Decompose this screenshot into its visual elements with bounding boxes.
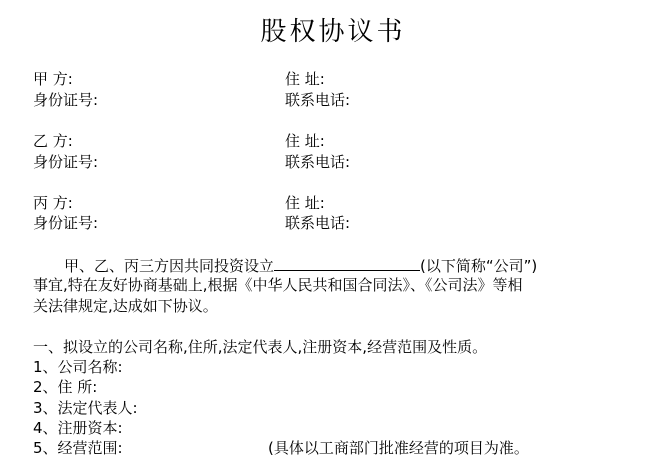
party-c-id-label: 身份证号: bbox=[33, 214, 99, 232]
section-1-item-scope: 5、经营范围: bbox=[33, 439, 123, 457]
party-a-label: 甲 方: bbox=[33, 70, 73, 88]
intro-line-2: 事宜,特在友好协商基础上,根据《中华人民共和国合同法》、《公司法》等相 bbox=[33, 276, 523, 294]
section-1-item-legal-rep: 3、法定代表人: bbox=[33, 399, 138, 417]
intro-line-3: 关法律规定,达成如下协议。 bbox=[33, 297, 218, 315]
party-b-phone-label: 联系电话: bbox=[285, 153, 351, 171]
section-1-scope-note: (具体以工商部门批准经营的项目为准。 bbox=[268, 439, 529, 457]
party-c-phone-label: 联系电话: bbox=[285, 214, 351, 232]
party-a-phone-label: 联系电话: bbox=[285, 91, 351, 109]
section-1-item-address: 2、住 所: bbox=[33, 378, 98, 396]
party-a-address-label: 住 址: bbox=[285, 70, 325, 88]
section-1-heading: 一、拟设立的公司名称,住所,法定代表人,注册资本,经营范围及性质。 bbox=[33, 338, 488, 356]
intro-line-1-suffix: (以下简称“公司”) bbox=[420, 257, 538, 275]
section-1-item-company-name: 1、公司名称: bbox=[33, 358, 123, 376]
intro-line-1-prefix: 甲、乙、丙三方因共同投资设立 bbox=[64, 257, 275, 275]
party-b-id-label: 身份证号: bbox=[33, 153, 99, 171]
party-c-label: 丙 方: bbox=[33, 194, 73, 212]
company-name-blank bbox=[274, 255, 420, 271]
section-1-item-capital: 4、注册资本: bbox=[33, 419, 123, 437]
party-a-id-label: 身份证号: bbox=[33, 91, 99, 109]
intro-line-1 bbox=[64, 255, 537, 276]
document-title: 股权协议书 bbox=[260, 17, 406, 47]
party-b-label: 乙 方: bbox=[33, 132, 73, 150]
party-b-address-label: 住 址: bbox=[285, 132, 325, 150]
party-c-address-label: 住 址: bbox=[285, 194, 325, 212]
